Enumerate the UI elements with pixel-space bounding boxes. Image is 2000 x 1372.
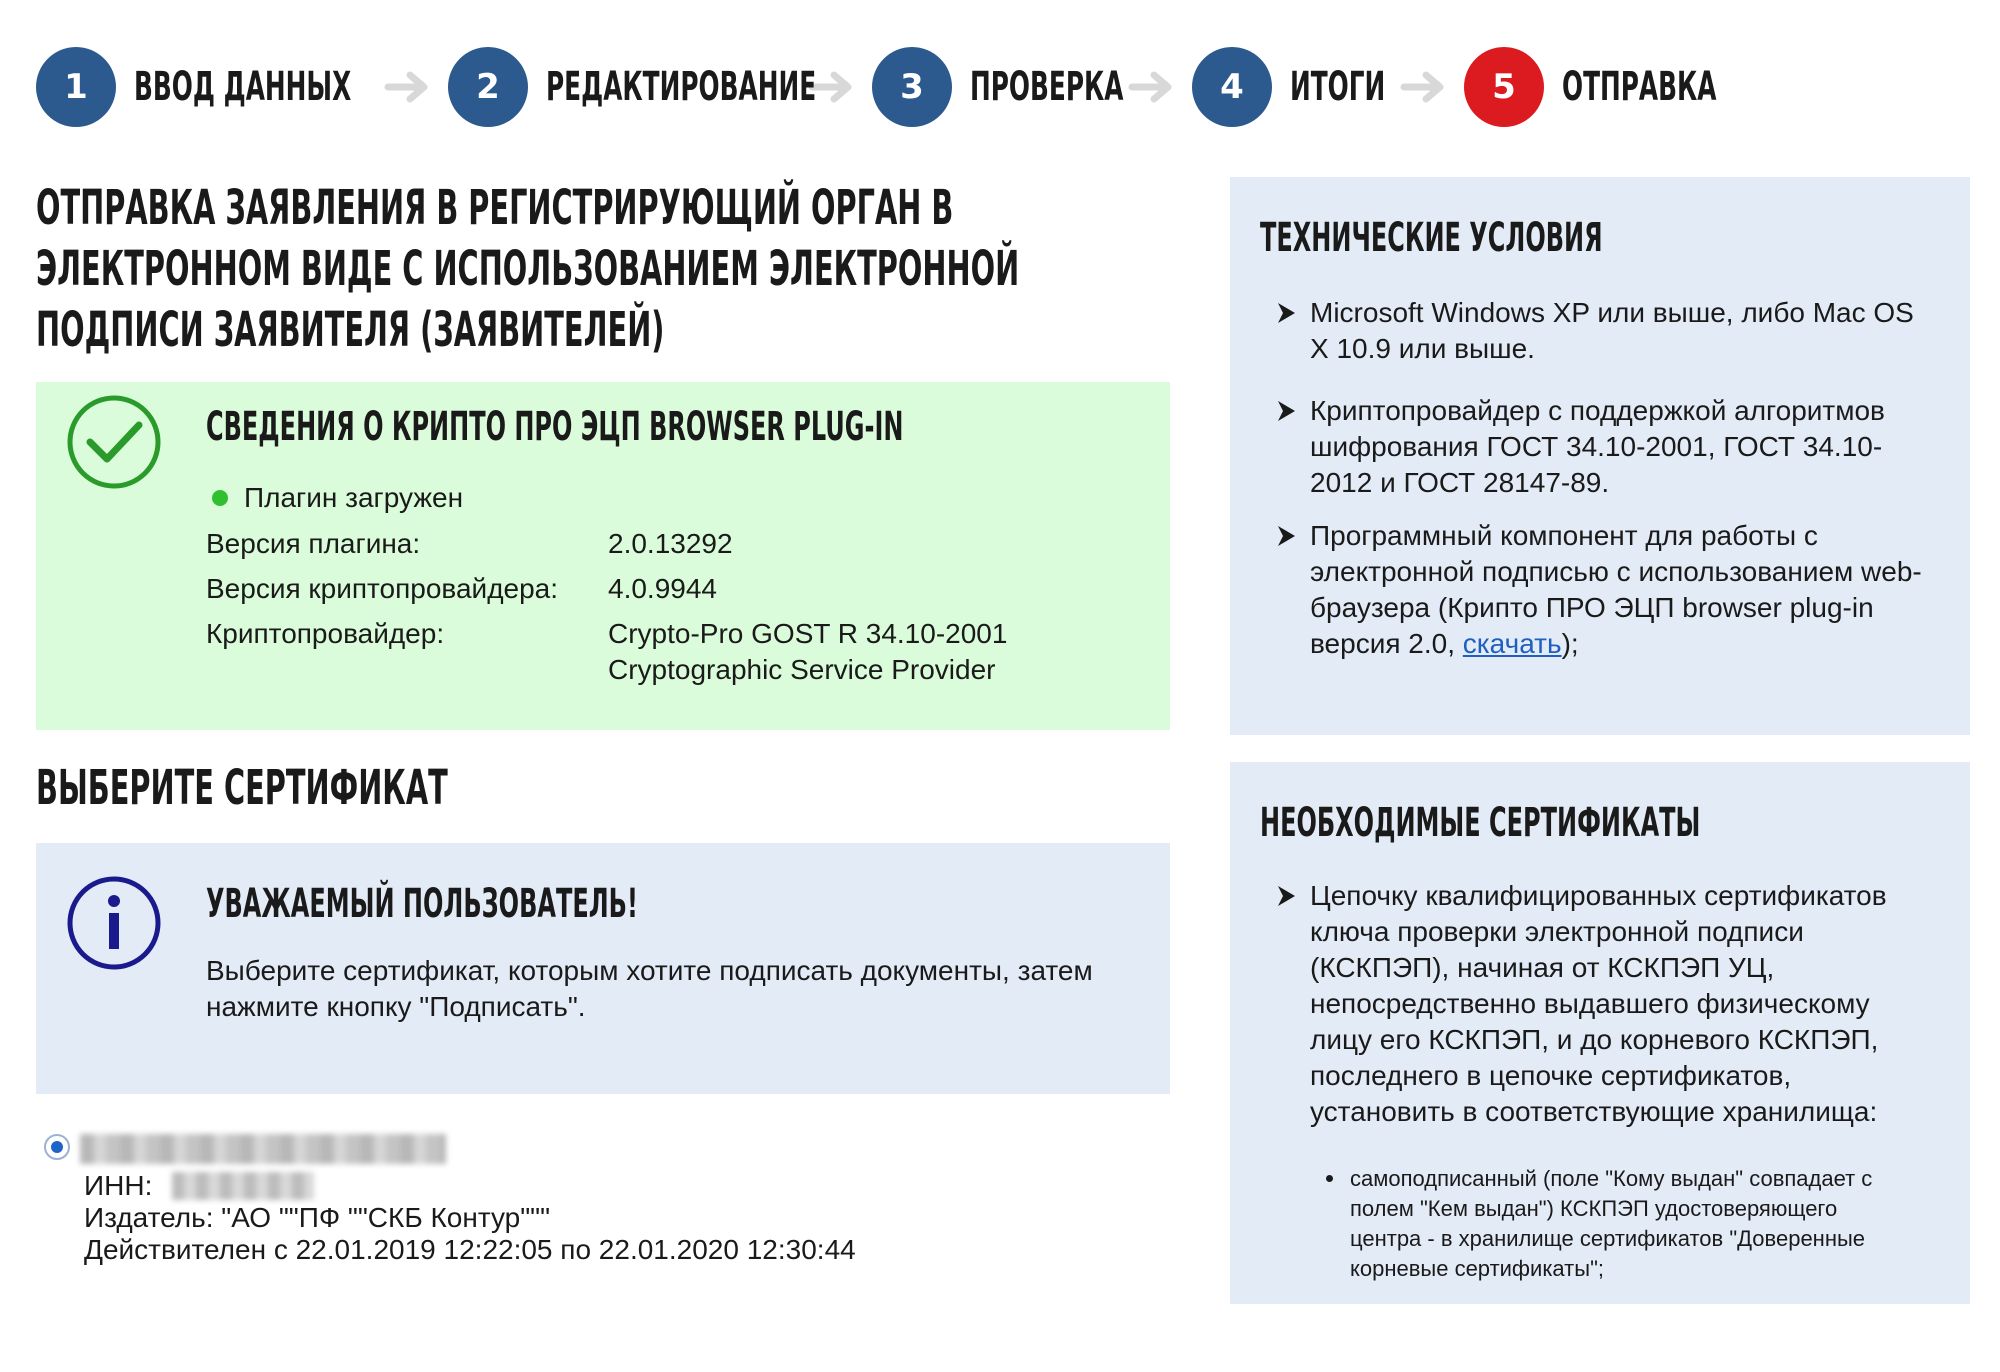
page-title-line: ПОДПИСИ ЗАЯВИТЕЛЯ (ЗАЯВИТЕЛЕЙ) [36,302,665,358]
step-label: РЕДАКТИРОВАНИЕ [546,64,817,110]
chevron-right-icon [1276,525,1296,547]
tech-requirements-panel [1230,177,1970,735]
certs-item-line: лицу его КСКПЭП, и до корневого КСКПЭП, [1310,1024,1879,1055]
step-4[interactable] [1192,47,1400,127]
certs-bullet-line: самоподписанный (поле "Кому выдан" совпадает с [1350,1166,1873,1191]
plugin-status-text: Плагин загружен [244,482,464,513]
tech-item-line [1310,626,1950,662]
certs-item-line: установить в соответствующие хранилища: [1310,1096,1878,1127]
chevron-right-icon [1276,302,1296,324]
certs-bullet [1350,1164,1946,1284]
page-title-line: ЭЛЕКТРОННОМ ВИДЕ С ИСПОЛЬЗОВАНИЕМ ЭЛЕКТРОННОЙ [36,241,1020,297]
tech-item-line: Криптопровайдер с поддержкой алгоритмов [1310,395,1885,426]
certificate-owner-redacted [80,1134,446,1164]
tech-item-csp [1310,393,1950,501]
progress-steps [36,46,1717,128]
arrow-right-icon [1128,67,1176,107]
chevron-right-icon [1276,885,1296,907]
certs-bullet-line: центра - в хранилище сертификатов "Доверенные [1350,1226,1866,1251]
plugin-status [212,482,463,514]
certs-bullet-line: полем "Кем выдан") КСКПЭП удостоверяющего [1350,1196,1838,1221]
notice-text [206,953,1126,1025]
page-title-line: ОТПРАВКА ЗАЯВЛЕНИЯ В РЕГИСТРИРУЮЩИЙ ОРГАН В [36,180,954,236]
tech-item-line: браузера (Крипто ПРО ЭЦП browser plug-in [1310,592,1874,623]
tech-item-line: Microsoft Windows XP или выше, либо Mac OS [1310,297,1914,328]
certs-item-line: последнего в цепочке сертификатов, [1310,1060,1792,1091]
plugin-version-label: Версия плагина: [206,528,421,559]
step-number: 1 [36,47,116,127]
csp-version-value: 4.0.9944 [608,573,717,604]
status-dot-icon [212,490,228,506]
download-link[interactable]: скачать [1462,628,1562,659]
certificate-inn-redacted [172,1172,314,1200]
select-certificate-heading: ВЫБЕРИТЕ СЕРТИФИКАТ [36,760,448,816]
step-label: ОТПРАВКА [1562,64,1717,110]
tech-item-line: 2012 и ГОСТ 28147-89. [1310,467,1610,498]
certs-item-line: ключа проверки электронной подписи [1310,916,1804,947]
check-circle-icon [64,392,164,492]
tech-item-os [1310,295,1950,367]
step-number: 3 [872,47,952,127]
tech-item-plugin [1310,518,1950,662]
step-1[interactable] [36,47,384,127]
plugin-info-panel [36,382,1170,730]
chevron-right-icon [1276,400,1296,422]
certs-item-line: Цепочку квалифицированных сертификатов [1310,880,1887,911]
step-2[interactable] [448,47,817,127]
step-3[interactable] [872,47,1128,127]
notice-title: УВАЖАЕМЫЙ ПОЛЬЗОВАТЕЛЬ! [206,881,638,927]
notice-text-line: нажмите кнопку "Подписать". [206,991,586,1022]
csp-value: Crypto-Pro GOST R 34.10-2001 [608,618,1008,649]
certificate-issuer: Издатель: "АО ""ПФ ""СКБ Контур""" [84,1202,551,1233]
certs-bullet-line: корневые сертификаты"; [1350,1256,1604,1281]
notice-panel [36,843,1170,1094]
csp-label: Криптопровайдер: [206,618,445,649]
tech-item-line: шифрования ГОСТ 34.10-2001, ГОСТ 34.10- [1310,431,1883,462]
info-icon [64,873,164,973]
step-label: ПРОВЕРКА [970,64,1124,110]
step-number: 5 [1464,47,1544,127]
arrow-right-icon [1400,67,1448,107]
tech-item-text: ); [1561,628,1579,659]
required-certificates-panel [1230,762,1970,1304]
step-number: 2 [448,47,528,127]
bullet-dot-icon [1326,1175,1333,1182]
certificate-inn-label: ИНН: [84,1170,153,1201]
certificate-validity: Действителен с 22.01.2019 12:22:05 по 22.01.2020 12:30:44 [84,1234,856,1265]
certs-item [1310,878,1950,1130]
step-label: ИТОГИ [1290,64,1386,110]
step-label: ВВОД ДАННЫХ [134,64,352,110]
csp-version-label: Версия криптопровайдера: [206,573,559,604]
tech-item-line: электронной подписью с использованием web- [1310,556,1922,587]
page-title [36,178,1186,361]
tech-item-line: Программный компонент для работы с [1310,520,1818,551]
tech-requirements-title: ТЕХНИЧЕСКИЕ УСЛОВИЯ [1260,215,1603,261]
arrow-right-icon [384,67,432,107]
certs-item-line: (КСКПЭП), начиная от КСКПЭП УЦ, [1310,952,1775,983]
step-number: 4 [1192,47,1272,127]
plugin-version-value: 2.0.13292 [608,528,733,559]
step-5[interactable] [1464,47,1717,127]
plugin-info-title: СВЕДЕНИЯ О КРИПТО ПРО ЭЦП BROWSER PLUG-IN [206,404,904,450]
notice-text-line: Выберите сертификат, которым хотите подписать документы, затем [206,955,1093,986]
tech-item-text: версия 2.0, [1310,628,1463,659]
certificate-radio[interactable] [44,1134,70,1160]
csp-value-line2: Cryptographic Service Provider [608,654,996,685]
certs-item-line: непосредственно выдавшего физическому [1310,988,1870,1019]
tech-item-line: X 10.9 или выше. [1310,333,1535,364]
required-certificates-title: НЕОБХОДИМЫЕ СЕРТИФИКАТЫ [1260,800,1701,846]
